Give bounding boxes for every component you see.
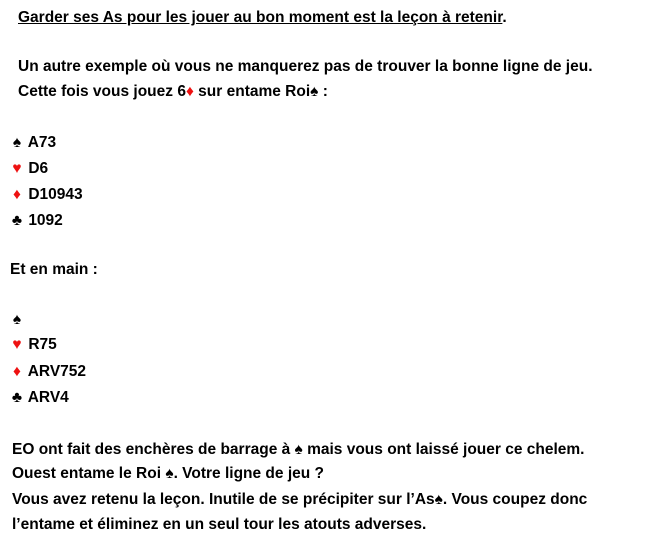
- club-icon: ♣: [11, 212, 23, 229]
- conclusion-line-2-end: . Votre ligne de jeu ?: [173, 465, 324, 482]
- dummy-hearts-row: [10, 159, 48, 179]
- spade-icon: ♠: [12, 134, 22, 151]
- diamond-icon: ♦: [13, 186, 21, 203]
- dummy-spades: A73: [27, 134, 57, 151]
- heart-icon: ♥: [12, 336, 22, 353]
- intro-line-2: [18, 82, 328, 102]
- dummy-clubs: 1092: [28, 212, 63, 229]
- lesson-title: [18, 8, 507, 28]
- spade-icon: ♠: [434, 491, 443, 508]
- conclusion-line-1-end: mais vous ont laissé jouer ce chelem.: [302, 441, 585, 458]
- dummy-diamonds: D10943: [28, 186, 83, 203]
- hand-clubs: ARV4: [27, 389, 69, 406]
- spade-icon: ♠: [165, 465, 174, 482]
- hand-hearts-row: [10, 335, 57, 355]
- intro-line-2-middle: sur entame Roi: [193, 83, 311, 100]
- hand-diamonds-row: [10, 362, 86, 382]
- dummy-clubs-row: [10, 211, 63, 231]
- hand-diamonds: ARV752: [27, 363, 87, 380]
- intro-line-2-start: Cette fois vous jouez 6: [18, 83, 186, 100]
- conclusion-line-1: [12, 440, 584, 460]
- dummy-spades-row: [10, 133, 56, 153]
- conclusion-line-3-start: Vous avez retenu la leçon. Inutile de se précipiter sur l’As: [12, 491, 435, 508]
- intro-line-2-end: :: [318, 83, 328, 100]
- dummy-diamonds-row: [10, 185, 83, 205]
- lesson-title-period: .: [502, 9, 507, 26]
- diamond-icon: ♦: [13, 363, 21, 380]
- hand-hearts: R75: [28, 336, 57, 353]
- lesson-title-text: Garder ses As pour les jouer au bon moment est la leçon à retenir: [18, 9, 503, 26]
- spade-icon: ♠: [294, 441, 303, 458]
- conclusion-line-3-end: . Vous coupez donc: [442, 491, 588, 508]
- intro-line-1: Un autre exemple où vous ne manquerez pas de trouver la bonne ligne de jeu.: [18, 58, 593, 75]
- dummy-hearts: D6: [28, 160, 49, 177]
- spade-icon: ♠: [12, 311, 22, 328]
- hand-label: Et en main :: [10, 261, 98, 278]
- conclusion-line-2-start: Ouest entame le Roi: [12, 465, 166, 482]
- heart-icon: ♥: [12, 160, 22, 177]
- diamond-icon: ♦: [185, 83, 194, 100]
- conclusion-line-3: [12, 490, 587, 510]
- hand-clubs-row: [10, 388, 69, 408]
- hand-spades-row: [10, 310, 24, 330]
- club-icon: ♣: [11, 389, 23, 406]
- conclusion-line-4: l’entame et éliminez en un seul tour les atouts adverses.: [12, 516, 427, 533]
- conclusion-line-2: [12, 464, 324, 484]
- spade-icon: ♠: [310, 83, 319, 100]
- conclusion-line-1-start: EO ont fait des enchères de barrage à: [12, 441, 295, 458]
